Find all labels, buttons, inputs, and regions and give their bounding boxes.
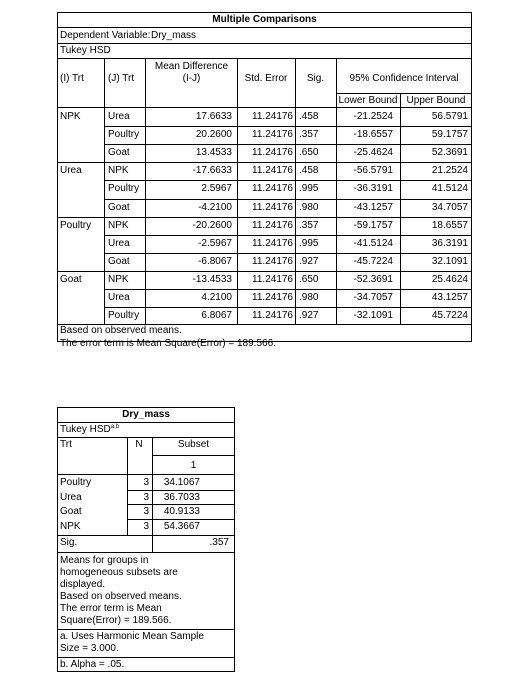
mean-diff-cell: -20.2600 (192, 219, 232, 231)
upper-bound-cell: 25.4624 (431, 273, 468, 285)
lower-bound-cell: -52.3691 (353, 273, 393, 285)
note-line: Square(Error) = 189.566. (60, 615, 172, 626)
sig-cell: .650 (299, 147, 319, 159)
lower-bound-cell: -36.3191 (353, 183, 393, 195)
i-trt-cell: Urea (60, 165, 82, 177)
upper-bound-cell: 45.7224 (431, 310, 468, 322)
sig-label: Sig. (60, 537, 78, 548)
lower-bound-cell: -41.5124 (353, 237, 393, 249)
lower-bound-cell: -59.1757 (353, 219, 393, 231)
group-divider (57, 271, 472, 272)
footnote: Based on observed means. (60, 325, 182, 336)
method-label: Tukey HSD (60, 45, 111, 56)
dependent-variable-label: Dependent Variable: (60, 30, 151, 41)
i-trt-cell: Poultry (60, 219, 92, 231)
trt-cell: Poultry (60, 477, 92, 488)
j-trt-cell: NPK (108, 165, 129, 177)
sig-cell: .927 (299, 255, 319, 267)
footnote: The error term is Mean Square(Error) = 189.566. (60, 338, 276, 349)
row-divider (57, 437, 235, 438)
std-error-cell: 11.24176 (252, 237, 293, 249)
dependent-variable: Dry_mass (151, 30, 197, 41)
row-divider (127, 519, 235, 520)
trt-cell: NPK (60, 520, 81, 532)
row-divider (57, 107, 472, 108)
n-cell: 3 (143, 506, 149, 517)
n-cell: 3 (143, 477, 149, 488)
subset-number: 1 (190, 460, 197, 471)
subset-value-cell: 34.1067 (163, 477, 200, 488)
j-trt-cell: NPK (108, 219, 129, 231)
lower-bound-cell: -56.5791 (353, 165, 393, 177)
row-divider (336, 93, 472, 94)
table-title: Dry_mass (122, 409, 170, 420)
j-trt-cell: Goat (108, 147, 130, 159)
lower-bound-cell: -43.1257 (353, 201, 393, 213)
upper-bound-cell: 43.1257 (431, 292, 468, 303)
row-divider (57, 58, 472, 59)
upper-bound-cell: 59.1757 (431, 129, 468, 141)
sig-cell: .357 (299, 219, 319, 231)
sig-cell: .927 (299, 310, 319, 322)
multiple-comparisons-table (57, 12, 472, 355)
sig-cell: .458 (299, 165, 319, 177)
mean-diff-cell: -13.4533 (192, 273, 232, 285)
j-trt-cell: Goat (108, 201, 130, 213)
sig-cell: .650 (299, 273, 319, 285)
std-error-cell: 11.24176 (252, 129, 293, 141)
row-divider (127, 504, 235, 505)
mean-diff-cell: 20.2600 (195, 129, 232, 141)
lower-bound-cell: -45.7224 (353, 255, 393, 267)
row-divider (104, 253, 472, 254)
sig-cell: .980 (299, 201, 319, 213)
col-header-std-error: Std. Error (244, 73, 288, 84)
i-trt-cell: NPK (60, 111, 81, 122)
col-header-sig: Sig. (306, 73, 325, 84)
subset-value-cell: 40.9133 (163, 506, 200, 517)
note-line: homogeneous subsets are (60, 567, 178, 578)
upper-bound-cell: 34.7057 (431, 201, 468, 213)
sig-cell: .357 (299, 129, 319, 141)
row-divider (57, 629, 235, 630)
mean-diff-cell: 17.6633 (195, 111, 232, 122)
footnote-a: a. Uses Harmonic Mean Sample (60, 631, 204, 642)
homogeneous-subsets-table (57, 407, 235, 672)
mean-diff-cell: -4.2100 (198, 201, 232, 213)
sig-cell: .995 (299, 183, 319, 195)
lower-bound-cell: -25.4624 (353, 147, 393, 159)
std-error-cell: 11.24176 (252, 147, 293, 159)
sig-cell: .995 (299, 237, 319, 249)
std-error-cell: 11.24176 (252, 310, 293, 322)
table-title: Multiple Comparisons (212, 14, 317, 25)
mean-diff-cell: -6.8067 (198, 255, 232, 267)
col-divider (104, 58, 105, 324)
j-trt-cell: Urea (108, 111, 130, 122)
mean-diff-cell: 2.5967 (201, 183, 232, 195)
sig-value: .357 (209, 537, 229, 548)
col-header-mean-diff: Mean Difference (154, 61, 229, 72)
upper-bound-cell: 41.5124 (431, 183, 468, 195)
footnote-b: b. Alpha = .05. (60, 659, 125, 670)
sig-cell: .458 (299, 111, 319, 122)
col-divider (295, 58, 296, 324)
std-error-cell: 11.24176 (252, 273, 293, 285)
std-error-cell: 11.24176 (252, 219, 293, 231)
row-divider (57, 422, 235, 423)
row-divider (57, 657, 235, 658)
j-trt-cell: Urea (108, 237, 130, 249)
row-divider (57, 474, 235, 475)
row-divider (127, 490, 235, 491)
row-divider (104, 126, 472, 127)
row-divider (57, 552, 235, 553)
row-divider (57, 43, 472, 44)
j-trt-cell: Goat (108, 255, 130, 267)
mean-diff-cell: 4.2100 (201, 292, 232, 303)
col-header-n: N (135, 439, 143, 450)
col-header-j-trt: (J) Trt (108, 73, 135, 84)
std-error-cell: 11.24176 (252, 292, 293, 303)
upper-bound-cell: 32.1091 (431, 255, 468, 267)
row-divider (57, 27, 472, 28)
mean-diff-cell: 13.4533 (195, 147, 232, 159)
group-divider (57, 217, 472, 218)
row-divider (104, 180, 472, 181)
note-line: The error term is Mean (60, 603, 162, 614)
lower-bound-cell: -32.1091 (353, 310, 393, 322)
upper-bound-cell: 52.3691 (431, 147, 468, 159)
row-divider (104, 289, 472, 290)
row-divider (104, 144, 472, 145)
n-cell: 3 (143, 491, 149, 503)
group-divider (57, 162, 472, 163)
note-line: Means for groups in (60, 555, 149, 566)
row-divider (104, 235, 472, 236)
i-trt-cell: Goat (60, 273, 82, 285)
upper-bound-cell: 36.3191 (431, 237, 468, 249)
row-divider (57, 535, 235, 536)
std-error-cell: 11.24176 (252, 183, 293, 195)
mean-diff-cell: -17.6633 (192, 165, 232, 177)
trt-cell: Goat (60, 506, 82, 517)
note-line: displayed. (60, 579, 106, 590)
upper-bound-cell: 18.6557 (431, 219, 468, 231)
j-trt-cell: Poultry (108, 310, 140, 322)
std-error-cell: 11.24176 (252, 165, 293, 177)
col-header-trt: Trt (60, 439, 72, 450)
lower-bound-cell: -21.2524 (353, 111, 393, 122)
upper-bound-cell: 21.2524 (431, 165, 468, 177)
method-label: Tukey HSD$^{a,b}$ (60, 424, 120, 435)
note-line: Based on observed means. (60, 591, 182, 602)
lower-bound-cell: -34.7057 (353, 292, 393, 303)
j-trt-cell: Urea (108, 292, 130, 303)
col-header-mean-diff-sub: (I-J) (182, 73, 201, 84)
trt-cell: Urea (60, 491, 82, 503)
std-error-cell: 11.24176 (252, 255, 293, 267)
row-divider (104, 307, 472, 308)
col-header-i-trt: (I) Trt (60, 73, 84, 84)
std-error-cell: 11.24176 (252, 201, 293, 213)
upper-bound-cell: 56.5791 (431, 111, 468, 122)
n-cell: 3 (143, 520, 149, 532)
col-header-subset: Subset (177, 439, 210, 450)
j-trt-cell: Poultry (108, 129, 140, 141)
col-header-lower: Lower Bound (338, 95, 398, 106)
footnote-a: Size = 3.000. (60, 643, 119, 654)
row-divider (152, 455, 235, 456)
col-header-upper: Upper Bound (406, 95, 466, 106)
std-error-cell: 11.24176 (252, 111, 293, 122)
mean-diff-cell: 6.8067 (201, 310, 232, 322)
mean-diff-cell: -2.5967 (198, 237, 232, 249)
j-trt-cell: Poultry (108, 183, 140, 195)
subset-value-cell: 36.7033 (163, 491, 200, 503)
row-divider (104, 199, 472, 200)
col-header-ci: 95% Confidence Interval (349, 73, 459, 84)
sig-cell: .980 (299, 292, 319, 303)
subset-value-cell: 54.3667 (163, 520, 200, 532)
lower-bound-cell: -18.6557 (353, 129, 393, 141)
j-trt-cell: NPK (108, 273, 129, 285)
